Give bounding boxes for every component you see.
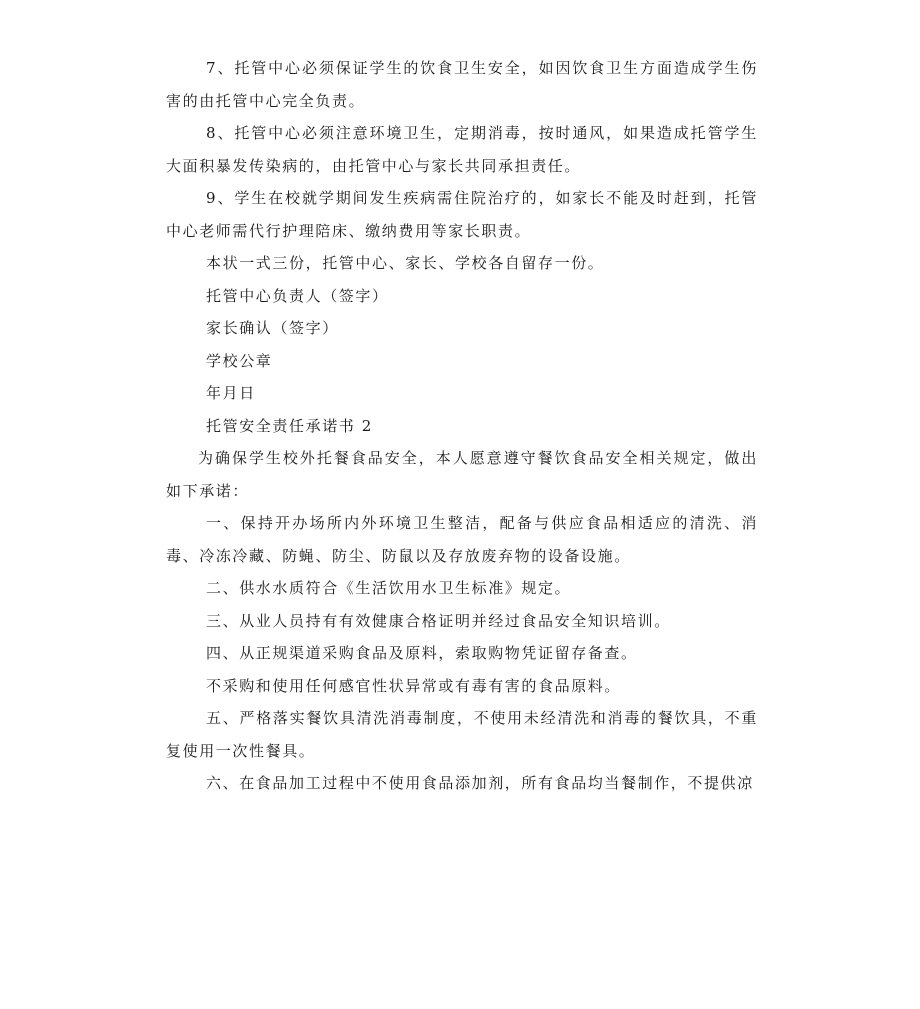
- date-line: 年月日: [206, 384, 256, 402]
- commitment-item-6: 六、在食品加工过程中不使用食品添加剂，所有食品均当餐制作，不提供凉: [206, 774, 754, 792]
- paragraph-item-8: 8、托管中心必须注意环境卫生，定期消毒，按时通风，如果造成托管学生大面积暴发传染病的，由托管中心与家长共同承担责任。: [166, 124, 758, 175]
- section-title: 托管安全责任承诺书 2: [206, 416, 373, 435]
- school-seal-line: 学校公章: [206, 351, 273, 370]
- paragraph-item-7: 7、托管中心必须保证学生的饮食卫生安全，如因饮食卫生方面造成学生伤害的由托管中心完全负责。: [166, 59, 758, 110]
- copies-statement: 本状一式三份，托管中心、家长、学校各自留存一份。: [206, 254, 605, 272]
- center-signature-line: 托管中心负责人（签字）: [206, 286, 389, 305]
- commitment-item-2: 二、供水水质符合《生活饮用水卫生标准》规定。: [206, 579, 572, 597]
- parent-signature-line: 家长确认（签字）: [206, 319, 339, 337]
- commitment-item-1: 一、保持开办场所内外环境卫生整洁，配备与供应食品相适应的清洗、消毒、冷冻冷藏、防蝇、防尘、防鼠以及存放废弃物的设备设施。: [166, 514, 758, 565]
- commitment-item-4: 四、从正规渠道采购食品及原料，索取购物凭证留存备查。: [206, 644, 638, 662]
- commitment-item-4-continued: 不采购和使用任何感官性状异常或有毒有害的食品原料。: [206, 676, 622, 695]
- document-page: [166, 52, 758, 800]
- intro-paragraph: 为确保学生校外托餐食品安全，本人愿意遵守餐饮食品安全相关规定，做出如下承诺：: [166, 449, 758, 500]
- commitment-item-3: 三、从业人员持有有效健康合格证明并经过食品安全知识培训。: [206, 611, 671, 630]
- commitment-item-5: 五、严格落实餐饮具清洗消毒制度，不使用未经清洗和消毒的餐饮具，不重复使用一次性餐具。: [166, 709, 758, 760]
- paragraph-item-9: 9、学生在校就学期间发生疾病需住院治疗的，如家长不能及时赶到，托管中心老师需代行护理陪床、缴纳费用等家长职责。: [166, 189, 758, 240]
